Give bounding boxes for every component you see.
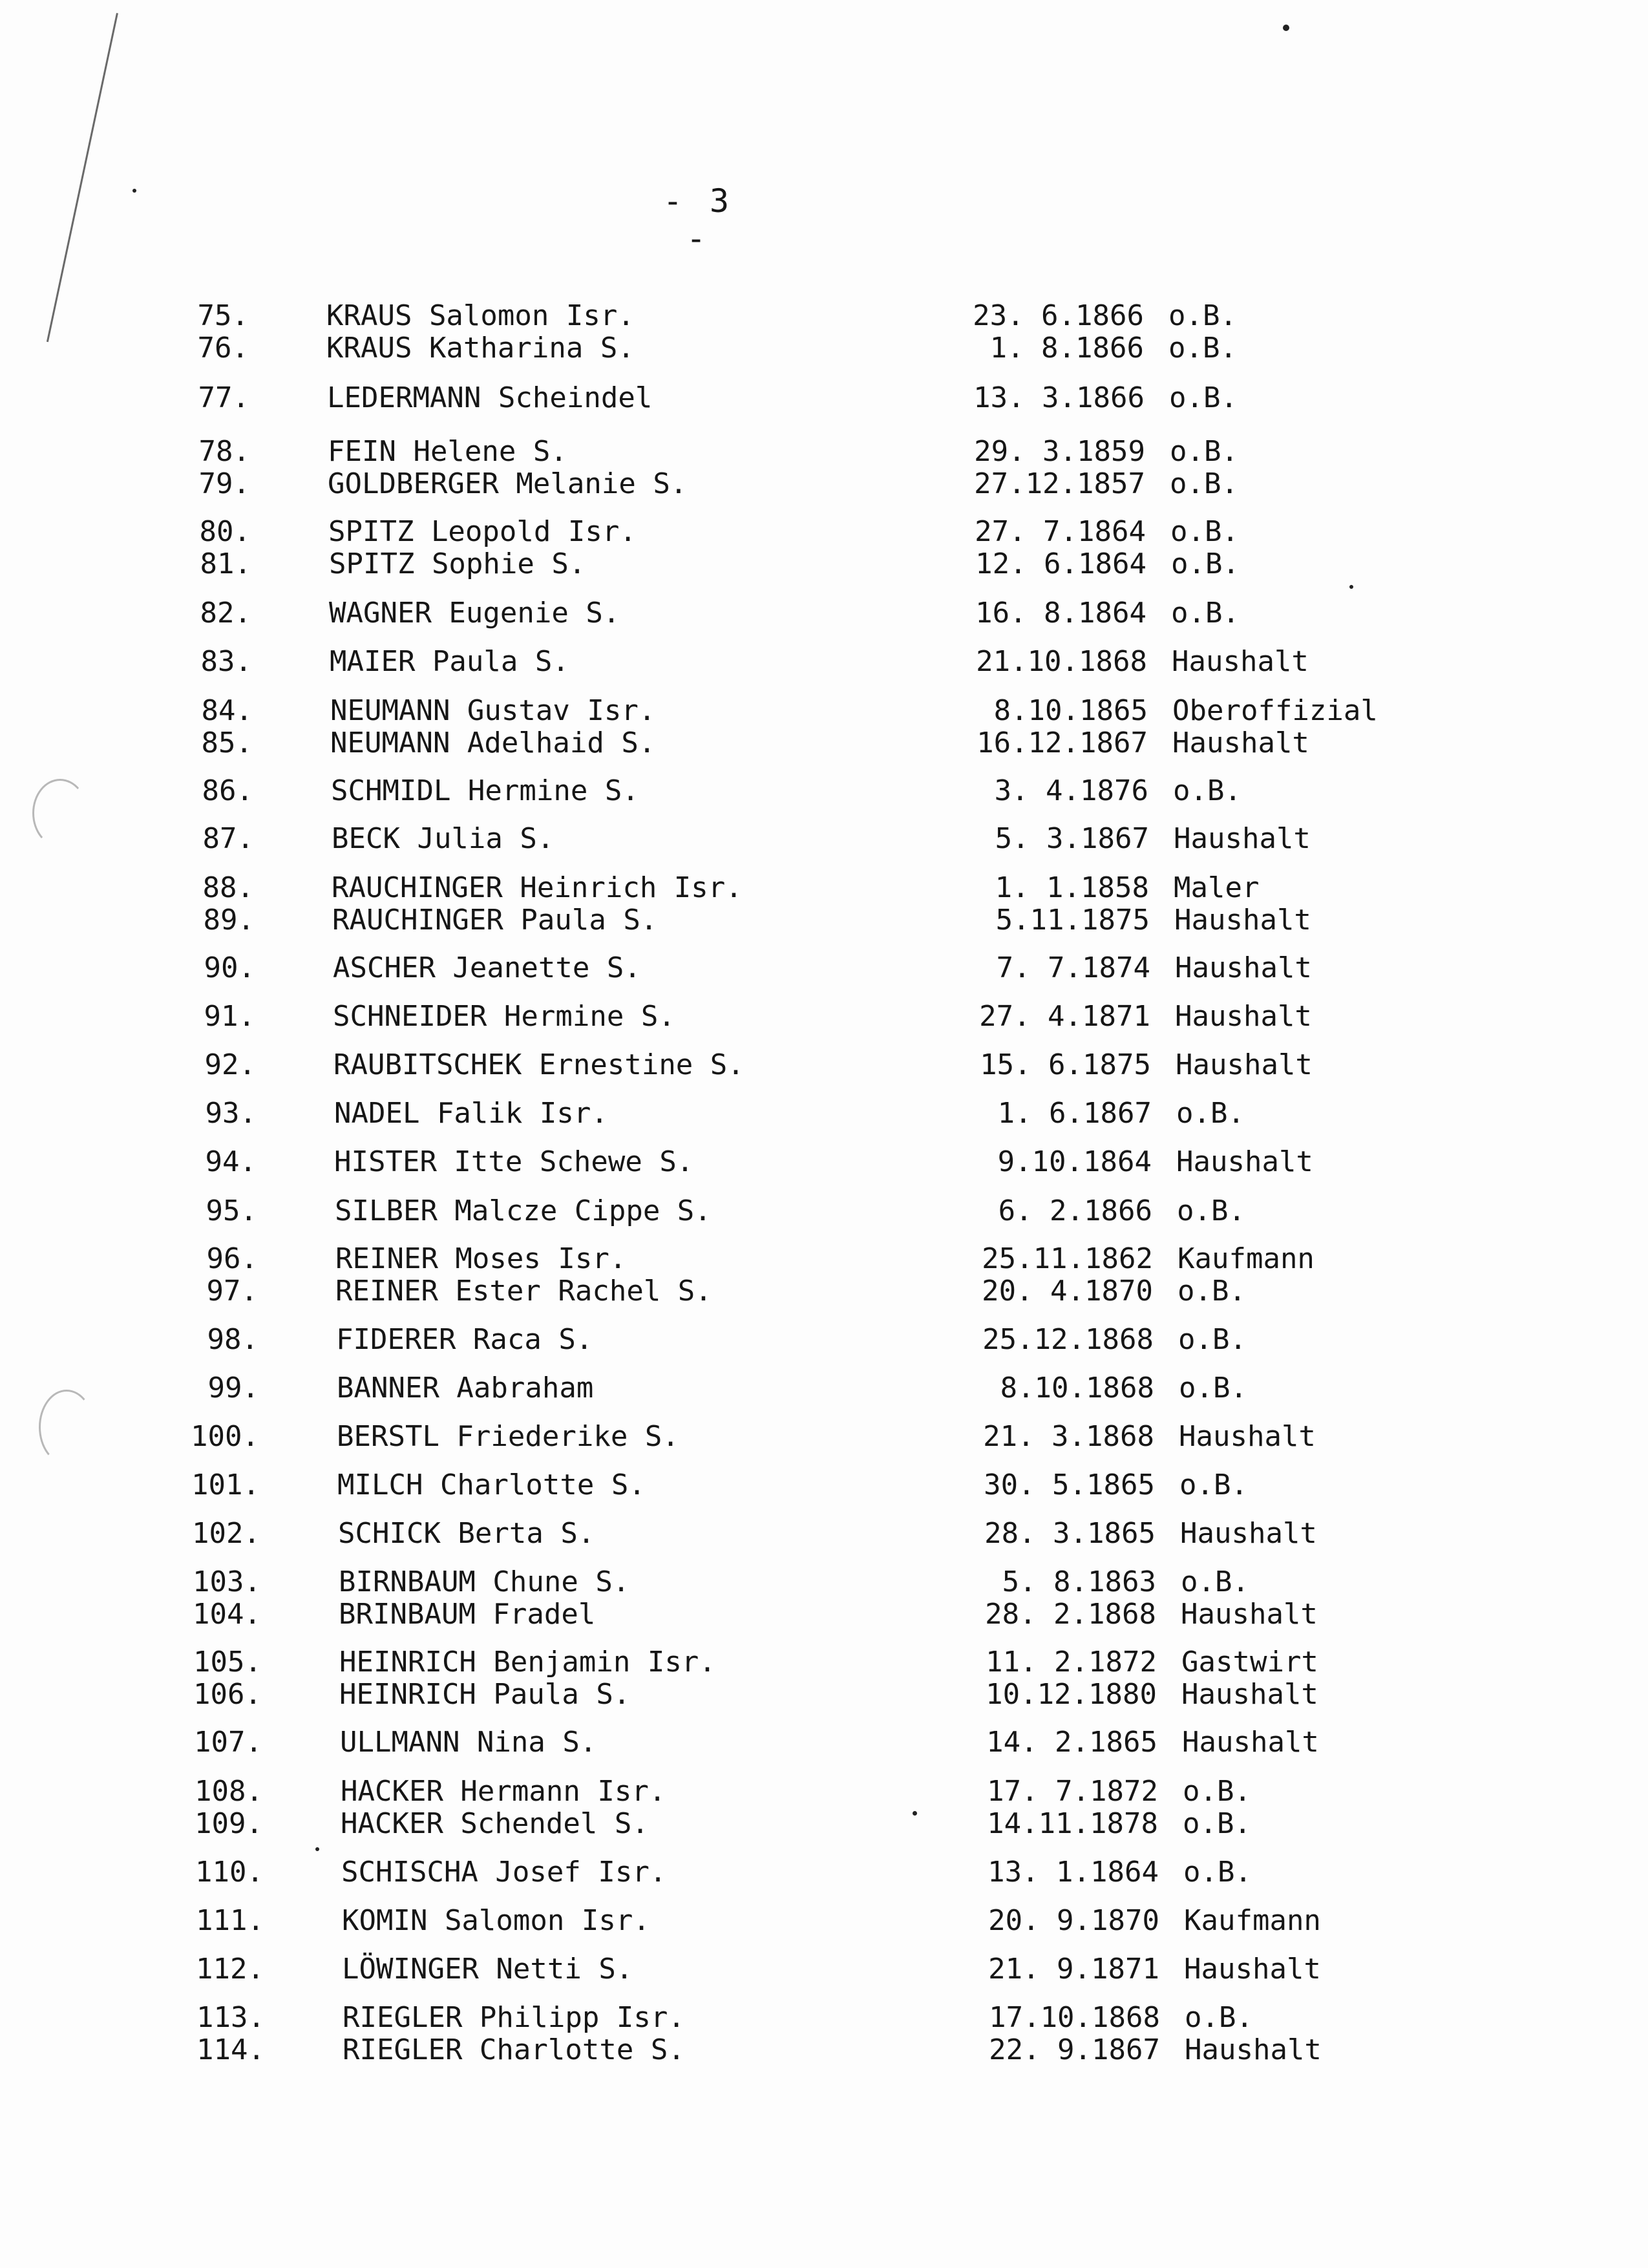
entry-occupation: o.B.: [1168, 299, 1237, 332]
entry-birthdate: 10.12.1880: [986, 1678, 1157, 1711]
entry-number: 104.: [193, 1598, 261, 1631]
entry-occupation: o.B.: [1185, 2001, 1253, 2034]
entry-name: NADEL Falik Isr.: [334, 1097, 608, 1130]
entry-row: [0, 1904, 1648, 1938]
entry-birthdate: 25.12.1868: [982, 1323, 1154, 1356]
entry-name: MAIER Paula S.: [330, 645, 569, 678]
entry-name: SPITZ Leopold Isr.: [328, 515, 637, 548]
entry-row: [0, 467, 1648, 501]
entry-birthdate: 13. 3.1866: [973, 381, 1145, 414]
entry-occupation: Haushalt: [1184, 1953, 1321, 1986]
entry-birthdate: 28. 2.1868: [985, 1598, 1156, 1631]
entry-name: RAUCHINGER Heinrich Isr.: [332, 871, 743, 904]
entry-birthdate: 27. 4.1871: [979, 1000, 1150, 1033]
scan-margin-line: [47, 13, 118, 342]
entry-birthdate: 6. 2.1866: [998, 1194, 1152, 1227]
entry-name: RIEGLER Charlotte S.: [343, 2033, 685, 2066]
entry-name: BRINBAUM Fradel: [339, 1598, 596, 1631]
entry-occupation: Haushalt: [1181, 1678, 1318, 1711]
entry-name: HACKER Schendel S.: [341, 1807, 649, 1840]
entry-row: [0, 2033, 1648, 2067]
entry-birthdate: 20. 9.1870: [988, 1904, 1159, 1937]
entry-name: SILBER Malcze Cippe S.: [335, 1194, 712, 1227]
entry-occupation: o.B.: [1171, 597, 1240, 630]
entry-number: 80.: [199, 515, 251, 548]
entry-number: 90.: [204, 951, 255, 984]
entry-row: [0, 1145, 1648, 1179]
entry-name: REINER Ester Rachel S.: [335, 1275, 712, 1308]
entry-birthdate: 28. 3.1865: [984, 1517, 1156, 1550]
entry-row: [0, 435, 1648, 469]
page-number: - 3 -: [662, 182, 734, 257]
scan-speck: [1349, 585, 1353, 589]
entry-name: RAUCHINGER Paula S.: [332, 904, 658, 937]
entry-occupation: Haushalt: [1174, 904, 1311, 937]
entry-row: [0, 726, 1648, 760]
entry-birthdate: 5. 3.1867: [995, 822, 1149, 855]
entry-occupation: Haushalt: [1172, 645, 1309, 678]
entry-occupation: o.B.: [1177, 1194, 1245, 1227]
entry-occupation: o.B.: [1179, 1468, 1248, 1501]
entry-number: 81.: [200, 547, 251, 580]
entry-number: 114.: [196, 2033, 265, 2066]
entry-birthdate: 20. 4.1870: [982, 1275, 1153, 1308]
entry-row: [0, 299, 1648, 333]
entry-birthdate: 12. 6.1864: [975, 547, 1146, 580]
entry-occupation: o.B.: [1183, 1807, 1251, 1840]
entry-name: SCHICK Berta S.: [338, 1517, 595, 1550]
entry-row: [0, 904, 1648, 937]
entry-number: 99.: [207, 1372, 259, 1404]
entry-occupation: o.B.: [1179, 1372, 1247, 1404]
entry-occupation: Haushalt: [1175, 951, 1312, 984]
entry-name: HEINRICH Paula S.: [339, 1678, 631, 1711]
entry-name: BERSTL Friederike S.: [337, 1420, 679, 1453]
entry-birthdate: 25.11.1862: [982, 1242, 1153, 1275]
entry-birthdate: 14.11.1878: [987, 1807, 1158, 1840]
entry-row: [0, 1323, 1648, 1357]
entry-row: [0, 1097, 1648, 1130]
entry-name: SCHMIDL Hermine S.: [331, 774, 639, 807]
entry-occupation: o.B.: [1183, 1775, 1251, 1808]
entry-birthdate: 8.10.1868: [1000, 1372, 1154, 1404]
entry-birthdate: 23. 6.1866: [973, 299, 1144, 332]
entry-birthdate: 1. 8.1866: [989, 332, 1144, 365]
entry-birthdate: 15. 6.1875: [980, 1048, 1151, 1081]
entry-number: 94.: [205, 1145, 257, 1178]
entry-name: HACKER Hermann Isr.: [341, 1775, 666, 1808]
entry-number: 105.: [193, 1646, 262, 1679]
entry-number: 102.: [192, 1517, 260, 1550]
entry-occupation: Gastwirt: [1181, 1646, 1318, 1679]
entry-number: 82.: [200, 597, 251, 630]
entry-number: 101.: [191, 1468, 260, 1501]
entry-occupation: Maler: [1174, 871, 1260, 904]
entry-row: [0, 1646, 1648, 1679]
entry-name: LÖWINGER Netti S.: [342, 1953, 633, 1986]
entry-birthdate: 17. 7.1872: [987, 1775, 1158, 1808]
entry-row: [0, 694, 1648, 728]
entry-row: [0, 2001, 1648, 2035]
entry-occupation: o.B.: [1178, 1275, 1246, 1308]
entry-number: 103.: [193, 1565, 261, 1598]
entry-number: 85.: [201, 726, 253, 759]
entry-row: [0, 1000, 1648, 1033]
entry-number: 109.: [195, 1807, 263, 1840]
entry-name: NEUMANN Gustav Isr.: [330, 694, 656, 727]
entry-row: [0, 547, 1648, 581]
entry-number: 100.: [191, 1420, 259, 1453]
entry-row: [0, 645, 1648, 679]
entry-occupation: o.B.: [1183, 1856, 1252, 1889]
entry-name: KOMIN Salomon Isr.: [342, 1904, 650, 1937]
entry-occupation: Kaufmann: [1178, 1242, 1315, 1275]
entry-row: [0, 1775, 1648, 1808]
entry-birthdate: 1. 6.1867: [997, 1097, 1152, 1130]
entry-name: SCHNEIDER Hermine S.: [333, 1000, 675, 1033]
entry-number: 83.: [200, 645, 252, 678]
entry-occupation: Haushalt: [1181, 1598, 1318, 1631]
entry-number: 91.: [204, 1000, 255, 1033]
entry-birthdate: 27. 7.1864: [975, 515, 1146, 548]
entry-occupation: o.B.: [1176, 1097, 1245, 1130]
entry-occupation: Haushalt: [1179, 1420, 1316, 1453]
entry-occupation: Haushalt: [1182, 1726, 1319, 1759]
entry-name: HEINRICH Benjamin Isr.: [339, 1646, 716, 1679]
entry-birthdate: 7. 7.1874: [996, 951, 1150, 984]
entry-number: 88.: [202, 871, 254, 904]
entry-birthdate: 21.10.1868: [976, 645, 1147, 678]
entry-name: HISTER Itte Schewe S.: [334, 1145, 694, 1178]
entry-number: 108.: [195, 1775, 263, 1808]
entry-row: [0, 1242, 1648, 1276]
entry-number: 87.: [202, 822, 254, 855]
entry-row: [0, 951, 1648, 985]
entry-occupation: o.B.: [1170, 515, 1239, 548]
entry-occupation: Oberoffizial: [1172, 694, 1378, 727]
entry-row: [0, 774, 1648, 808]
entry-row: [0, 381, 1648, 415]
entry-birthdate: 5.11.1875: [995, 904, 1150, 937]
entry-name: REINER Moses Isr.: [335, 1242, 627, 1275]
entry-name: FEIN Helene S.: [328, 435, 567, 468]
entry-occupation: Haushalt: [1180, 1517, 1317, 1550]
entry-name: RIEGLER Philipp Isr.: [343, 2001, 685, 2034]
entry-number: 75.: [197, 299, 249, 332]
entry-name: LEDERMANN Scheindel: [327, 381, 653, 414]
entry-birthdate: 11. 2.1872: [986, 1646, 1157, 1679]
entry-birthdate: 16.12.1867: [977, 726, 1148, 759]
entry-row: [0, 597, 1648, 630]
entry-occupation: o.B.: [1170, 467, 1238, 500]
entry-birthdate: 8.10.1865: [993, 694, 1148, 727]
entry-birthdate: 14. 2.1865: [986, 1726, 1157, 1759]
entry-name: BECK Julia S.: [332, 822, 555, 855]
entry-row: [0, 1726, 1648, 1759]
entry-number: 113.: [196, 2001, 265, 2034]
entry-occupation: o.B.: [1170, 435, 1238, 468]
entry-occupation: Kaufmann: [1184, 1904, 1321, 1937]
entry-name: ULLMANN Nina S.: [340, 1726, 597, 1759]
entry-number: 78.: [198, 435, 250, 468]
entry-number: 107.: [194, 1726, 262, 1759]
entry-name: ASCHER Jeanette S.: [333, 951, 641, 984]
entry-number: 98.: [207, 1323, 259, 1356]
entry-birthdate: 30. 5.1865: [984, 1468, 1155, 1501]
entry-row: [0, 1517, 1648, 1551]
entry-row: [0, 1678, 1648, 1712]
entry-occupation: o.B.: [1181, 1565, 1249, 1598]
entry-occupation: Haushalt: [1175, 1000, 1312, 1033]
entry-row: [0, 1275, 1648, 1308]
entry-occupation: o.B.: [1171, 547, 1240, 580]
entry-occupation: Haushalt: [1174, 822, 1311, 855]
entry-name: SCHISCHA Josef Isr.: [341, 1856, 667, 1889]
entry-birthdate: 16. 8.1864: [975, 597, 1146, 630]
entry-occupation: o.B.: [1173, 774, 1241, 807]
entry-row: [0, 1953, 1648, 1986]
entry-occupation: Haushalt: [1176, 1145, 1313, 1178]
entry-number: 96.: [206, 1242, 258, 1275]
entry-name: BIRNBAUM Chune S.: [339, 1565, 630, 1598]
entry-birthdate: 29. 3.1859: [974, 435, 1145, 468]
scan-speck: [1283, 25, 1289, 31]
entry-number: 84.: [201, 694, 253, 727]
entry-row: [0, 1048, 1648, 1082]
entry-row: [0, 1194, 1648, 1228]
entry-row: [0, 1372, 1648, 1405]
entry-number: 92.: [204, 1048, 256, 1081]
entry-birthdate: 21. 9.1871: [988, 1953, 1159, 1986]
entry-number: 97.: [206, 1275, 258, 1308]
entry-row: [0, 871, 1648, 905]
entry-number: 111.: [196, 1904, 264, 1937]
entry-name: KRAUS Salomon Isr.: [326, 299, 635, 332]
entry-birthdate: 5. 8.1863: [1002, 1565, 1156, 1598]
entry-occupation: Haushalt: [1172, 726, 1309, 759]
entry-birthdate: 27.12.1857: [974, 467, 1145, 500]
entry-birthdate: 9.10.1864: [997, 1145, 1152, 1178]
entry-name: MILCH Charlotte S.: [337, 1468, 646, 1501]
entry-row: [0, 1420, 1648, 1454]
entry-number: 76.: [197, 332, 249, 365]
entry-birthdate: 17.10.1868: [989, 2001, 1160, 2034]
entry-name: RAUBITSCHEK Ernestine S.: [333, 1048, 745, 1081]
entry-name: KRAUS Katharina S.: [326, 332, 635, 365]
entry-row: [0, 515, 1648, 549]
entry-name: BANNER Aabraham: [337, 1372, 594, 1404]
entry-row: [0, 1468, 1648, 1502]
entry-name: SPITZ Sophie S.: [329, 547, 586, 580]
entry-number: 95.: [206, 1194, 257, 1227]
entry-number: 112.: [196, 1953, 264, 1986]
entry-number: 93.: [205, 1097, 257, 1130]
entry-occupation: Haushalt: [1176, 1048, 1313, 1081]
entry-number: 110.: [195, 1856, 264, 1889]
entry-occupation: o.B.: [1169, 381, 1238, 414]
scan-speck: [315, 1847, 319, 1851]
entry-row: [0, 822, 1648, 856]
entry-number: 77.: [198, 381, 249, 414]
entry-occupation: o.B.: [1168, 332, 1237, 365]
entry-birthdate: 22. 9.1867: [989, 2033, 1160, 2066]
entry-occupation: o.B.: [1178, 1323, 1247, 1356]
entry-row: [0, 1565, 1648, 1599]
entry-row: [0, 1856, 1648, 1889]
entry-name: FIDERER Raca S.: [336, 1323, 593, 1356]
entry-birthdate: 13. 1.1864: [988, 1856, 1159, 1889]
entry-number: 89.: [203, 904, 255, 937]
entry-occupation: Haushalt: [1185, 2033, 1322, 2066]
entry-birthdate: 3. 4.1876: [994, 774, 1148, 807]
entry-name: WAGNER Eugenie S.: [329, 597, 620, 630]
entry-number: 86.: [202, 774, 253, 807]
entry-name: NEUMANN Adelhaid S.: [330, 726, 656, 759]
entry-name: GOLDBERGER Melanie S.: [328, 467, 688, 500]
entry-number: 106.: [193, 1678, 262, 1711]
entry-birthdate: 21. 3.1868: [983, 1420, 1154, 1453]
scan-speck: [132, 189, 136, 193]
entry-number: 79.: [198, 467, 250, 500]
entry-row: [0, 1598, 1648, 1631]
entry-row: [0, 332, 1648, 365]
entry-birthdate: 1. 1.1858: [995, 871, 1149, 904]
entry-row: [0, 1807, 1648, 1841]
